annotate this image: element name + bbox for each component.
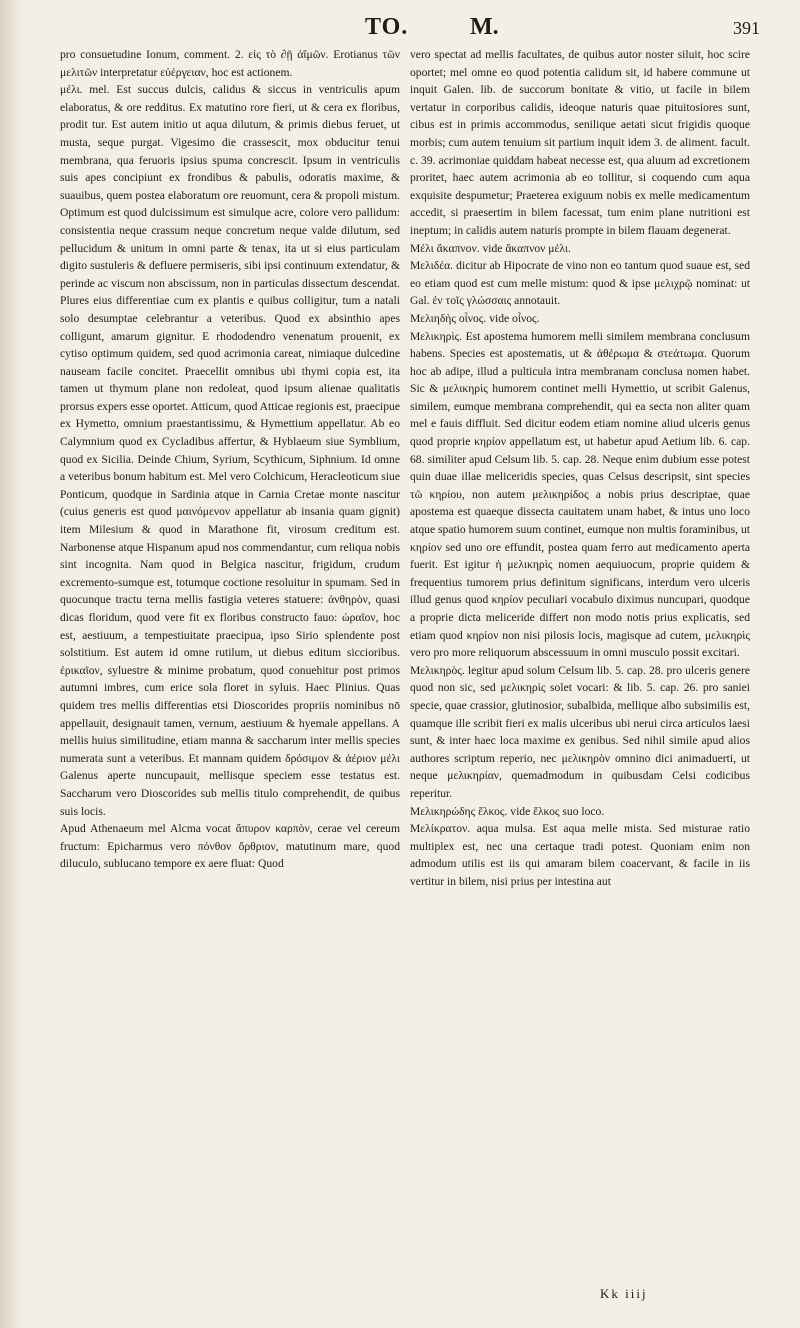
entry-paragraph: Μελίκρατον. aqua mulsa. Est aqua melle mista. Sed misturae ratio multiplex est, nec una certaque tradi potest. Quoniam enim non admodum utilis est iis qui amaram bilem coacervant, & facile in iis vertitur in bilem, nisi prius per intestina aut: [410, 822, 750, 888]
header-letter: M.: [470, 14, 499, 40]
entry-paragraph: Μελικηρὶς. Est apostema humorem melli similem membrana conclusum habens. Species est apostematis, ut & ἀθέρωμα & στεάτωμα. Quorum hoc ab adipe, illud a pulticula intra membranam conclusa nomen habet. Sic & μελικηρὶς humorem continet melli Hymettio, ut scribit Galenus, similem, eumque membrana comprehendit, qui ea secta non aliter quam mel e fauis diffluit. Sed dicitur eodem etiam nomine aliud ulceris genus quod proprie κηρίον appellatum est, ut habetur apud Aetium lib. 6. cap. 68. similiter apud Celsum lib. 5. cap. 28. Neque enim dubium esse potest quin duae illae meliceridis species, quas Celsus descripsit, sint species τῶ κηρίου, non autem μελικηρίδος a nobis prius descriptae, quae apostema est quaeque dissecta cauitatem unam habet, & intus uno loco atque spatio humorem suum continet, eumque non multis foraminibus, ut κηρίον sed uno ore effundit, postea quam ferro aut medicamento aperta fuerit. Est igitur ἡ μελικηρὶς nomen aequiuocum, proprie quidem & frequentius tumorem prius definitum significans, interdum vero ulceris illud genus quod κηρίον peculiari vocabulo diximus nuncupari, quodque a proprie dicta meliceride differt non modo notis prius explicatis, sed etiam quod κηρίον non nisi pilosis locis, magisque ad cutem, μελικηρὶς vero pro more reliquorum abscessuum in omni musculo possit excitari.: [410, 329, 750, 660]
left-column: [60, 46, 400, 873]
signature-mark: Kk iiij: [600, 1286, 648, 1301]
entry-paragraph: μέλι. mel. Est succus dulcis, calidus & siccus in ventriculis apum elaboratus, & ore redditus. Ex matutino rore fieri, ut & cera ex floribus, prodit tur. Est autem initio ut aqua dilutum, & primis diebus feruet, ut musta, seque purgat. Vigesimo die crassescit, mox obducitur tenui membrana, qua feruoris ipsius spuma concrescit. Ipsum in ventriculis suis apes concipiunt ex frondibus & pabulis, odoratis maxime, & suauibus, quem postea elaboratum ore reuomunt, cera & propoli mistum. Optimum est quod dulcissimum est simulque acre, colore vero pallidum: consistentia neque crassum neque concretum neque valde dilutum, sed pellucidum & unitum in omni parte & tenax, ita ut si eius particulam digito sustuleris & defluere permiseris, sibi ipsi continuum extendatur, & perinde ac viscum non abscissum, non in particulas dissectum descendat. Plures eius differentiae cum ex plantis e quibus colligitur, tum a natali solo desumptae celebrantur a veteribus. Quod ex absinthio apes colligunt, amarum gignitur. E rhododendro venenatum prouenit, ex cytiso optimum quidem, sed quod acrimonia careat, nimiaque dulcedine nauseam facile concitet. Praecellit omnibus ubi thymi copia est, ita tamen ut thymum plane non redoleat, quod ipsum alienae qualitatis prorsus expers esse oportet. Atticum, quod Atticae regionis est, praecipue ex Hymetto, omnium praestantissimu, & Hymettium appellatur. Ab eo Calymnium quod ex Cycladibus affertur, & Hyblaeum siue Symblium, quod ex Sicilia. Deinde Chium, Syrium, Scythicum, Siphnium. Id omne a veteribus bonum habitum est. Mel vero Colchicum, Heracleoticum siue Ponticum, quodque in Sardinia atque in Carnia Cretae monte nascitur (cuius generis est quod μαινόμενον appellatur ab insania quam gignit) item Milesium & quod in Marathone fit, virosum creditum est. Narbonense atque Hispanum apud nos commendantur, cum reliqua nobis sint incognita. Nam quod in Belgica nascitur, frigidum, crudum excremento-sumque est, totumque coctione resoluitur in spumam. Sed in quocunque tractu terna mellis fastigia veteres statuere: ἀνθηρὸν, quasi dicas floridum, quod vere fit ex floribus constructo fauo: ὡραῖον, hoc est, aestiuum, a tempestiuitate praecipua, ipso Sirio splendente post solstitium. Est autem id omne rutilum, ut diebus editum siccioribus. ἐρικαῖον, syluestre & minime probatum, quod conuehitur post primos autumni imbres, cum erice sola floret in syluis. Haec Plinius. Quas quidem tres mellis differentias etsi Dioscorides propriis nominibus nō appellauit, designauit tamen, vernum, aestiuum & hyemale appellans. A mellis huius similitudine, etiam manna & saccharum inter mellis species numerata sunt a veteribus. Et mannam quidem δρόσιμον & ἀέριον μέλι Galenus aperte nuncupauit, mellisque speciem esse testatus est. Saccharum vero Dioscorides sub mellis titulo comprehendit, de quibus suis locis.: [60, 83, 400, 818]
header-left-word: TO.: [365, 14, 409, 40]
right-column: [410, 46, 750, 891]
page-number: 391: [733, 18, 760, 38]
entry-paragraph: Μελικηρὸς. legitur apud solum Celsum lib. 5. cap. 28. pro ulceris genere quod non sic, sed μελικηρὶς solet vocari: & lib. 5. cap. 26. pro saniei specie, quae crassior, glutinosior, subalbida, mellique albo subsimilis est, quamque ille scribit fieri ex malis ulceribus ubi nerui circa articulos laesi sunt, & inter haec loca maxime ex genibus. Sed nihil simile apud alios authores scriptum reperio, nec μελικηρὸν omnino dici animaduerti, ut neque μελικηρίαν, quemadmodum in quibusdam Celsi codicibus reperitur.: [410, 663, 750, 800]
entry-paragraph: Μέλι ἄκαπνον. vide ἄκαπνον μέλι.: [410, 241, 571, 255]
entry-paragraph: pro consuetudine Ionum, comment. 2. εἰς τὸ ∂ῇ ἀΐμῶν. Erotianus τῶν μελιτῶν interpretatur εὐέργειαν, hoc est actionem.: [60, 48, 400, 79]
entry-paragraph: vero spectat ad mellis facultates, de quibus autor noster siluit, hoc scire oportet; mel omne eo quod potentia calidum sit, id habere commune ut inquit Galen. lib. de succorum bonitate & vitio, ut facile in bilem vertatur in corporibus calidis, ideoque naturis quae pituitosiores sunt, cibus est in primis accommodus, senilique aetati sicut frigidis quoque morbis; cum autem tenuium sit partium inquit idem 3. de aliment. facult. c. 39. acrimoniae quiddam habeat necesse est, qua aluum ad excretionem proritet, haec autem acrimonia ab eo tollitur, si coquendo cum aqua exquisite despumetur; Praeterea exiguum nobis ex melle medicamentum accedit, si praesertim in bilem facessat, tum enim plane nutritioni est ineptum; in calidis autem naturis prompte in bilem flauam degenerat.: [410, 48, 750, 237]
entry-paragraph: Μελιηδὴς οἶνος. vide οἶνος.: [410, 311, 540, 325]
entry-paragraph: Μελικηρώδης ἕλκος. vide ἕλκος suo loco.: [410, 804, 605, 818]
entry-paragraph: Μελιδέα. dicitur ab Hipocrate de vino non eo tantum quod suaue est, sed eo etiam quod est cum melle mistum: quod & ipse μελιχρῷ nominat: ut Gal. ἐν τοῖς γλώσσαις annotauit.: [410, 259, 750, 308]
page-fold-shadow: [0, 0, 22, 1328]
entry-paragraph: Apud Athenaeum mel Alcma vocat ἄπυρον καρπὸν, cerae vel cereum fructum: Epicharmus vero πόνθον ὄρθριον, matutinum mare, quod diluculo, sublucano tempore ex aere fluat: Quod: [60, 822, 400, 871]
running-header: [60, 14, 780, 44]
